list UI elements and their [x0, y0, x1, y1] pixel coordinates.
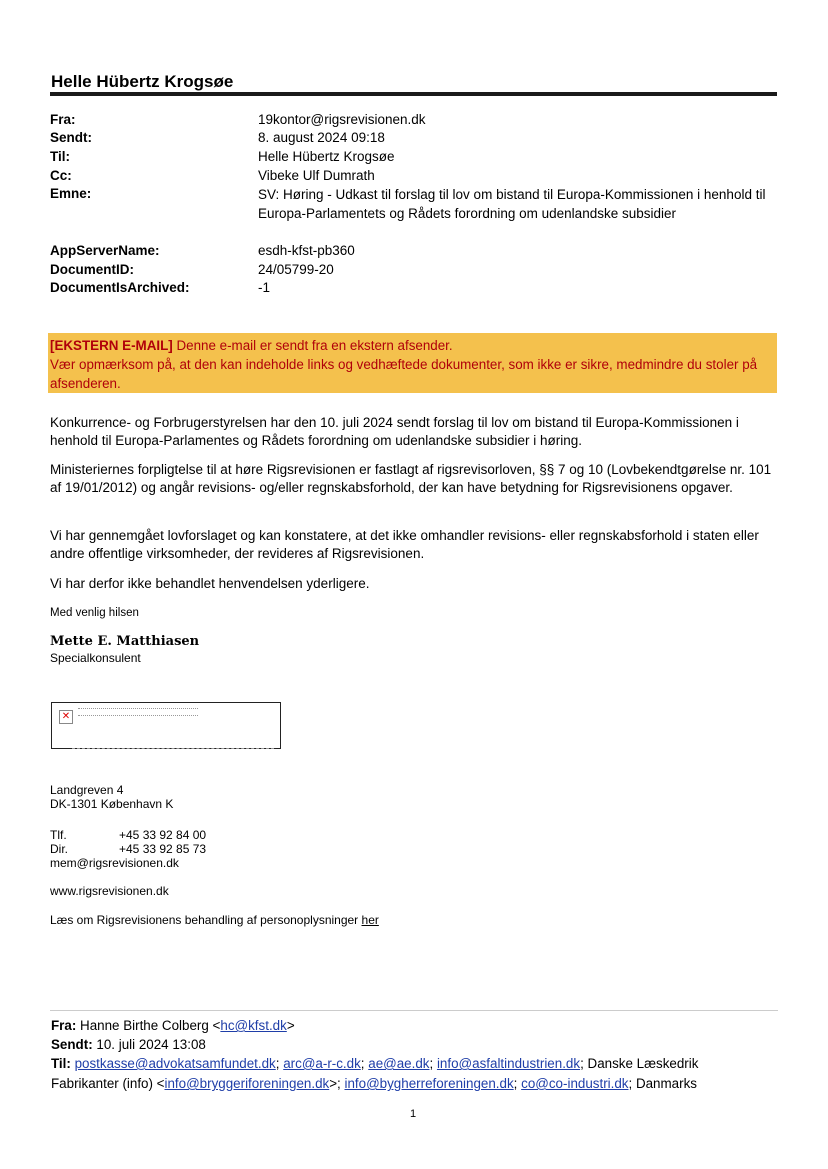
meta-value: 24/05799-20 [258, 262, 334, 277]
address-line-1: Landgreven 4 [50, 783, 124, 797]
field-value: SV: Høring - Udkast til forslag til lov om bistand til Europa-Kommissionen i henhold til Europa-Parlamentets og Rådets forordning om udenlandske subsidier [258, 187, 766, 221]
meta-label: DocumentID: [50, 262, 134, 277]
signature-name: Mette E. Matthiasen [50, 634, 200, 649]
meta-label: AppServerName: [50, 243, 160, 258]
external-email-warning [48, 333, 777, 393]
forwarded-from [51, 1016, 781, 1036]
field-label: Emne: [50, 186, 92, 201]
fwd-from-close: > [286, 1018, 295, 1033]
fwd-to-label: Til: [51, 1056, 71, 1071]
image-baseline [72, 748, 274, 749]
meta-value: esdh-kfst-pb360 [258, 243, 355, 258]
fwd-to-link[interactable]: info@bygherreforeningen.dk [344, 1076, 514, 1091]
fwd-to-link[interactable]: postkasse@advokatsamfundet.dk [74, 1056, 276, 1071]
website: www.rigsrevisionen.dk [50, 884, 169, 898]
field-label: Cc: [50, 168, 72, 183]
page-number: 1 [410, 1108, 417, 1120]
address-line-2: DK-1301 København K [50, 797, 174, 811]
fwd-to-link[interactable]: info@bryggeriforeningen.dk [164, 1076, 330, 1091]
sender-name: Helle Hübertz Krogsøe [51, 72, 234, 91]
privacy-notice [50, 914, 379, 928]
fwd-sent-value: 10. juli 2024 13:08 [96, 1037, 206, 1052]
warning-line2: Vær opmærksom på, at den kan indeholde links og vedhæftede dokumenter, som ikke er sikre, medmindre du stoler på afsenderen. [50, 357, 758, 391]
warning-tag: [EKSTERN E-MAIL] [50, 338, 173, 353]
fwd-to-link[interactable]: info@asfaltindustrien.dk [436, 1056, 581, 1071]
privacy-link[interactable]: her [361, 913, 379, 927]
fwd-from-name: Hanne Birthe Colberg < [80, 1018, 221, 1033]
dir-label: Dir. [50, 842, 68, 856]
field-value: Vibeke Ulf Dumrath [258, 168, 375, 183]
forward-separator [50, 1010, 778, 1011]
fwd-from-label: Fra: [51, 1018, 77, 1033]
image-placeholder-text [78, 708, 198, 716]
meta-label: DocumentIsArchived: [50, 280, 190, 295]
fwd-to-tail: ; Danmarks [628, 1076, 697, 1091]
greeting: Med venlig hilsen [50, 607, 139, 619]
fwd-to-link[interactable]: arc@a-r-c.dk [283, 1056, 361, 1071]
fwd-to-link[interactable]: co@co-industri.dk [521, 1076, 629, 1091]
body-paragraph-3: Vi har gennemgået lovforslaget og kan konstatere, at det ikke omhandler revisions- eller regnskabsforhold i staten eller andre offentlige virksomheder, der revideres af Rigsrevisionen. [50, 528, 759, 561]
signature-email: mem@rigsrevisionen.dk [50, 856, 179, 870]
dir-number: +45 33 92 85 73 [119, 842, 207, 856]
tel-number: +45 33 92 84 00 [119, 828, 207, 842]
fwd-from-email[interactable]: hc@kfst.dk [220, 1018, 287, 1033]
tel-label: Tlf. [50, 828, 67, 842]
body-paragraph-1: Konkurrence- og Forbrugerstyrelsen har den 10. juli 2024 sendt forslag til lov om bistand til Europa-Kommissionen i henhold til Europa-Parlamentes og Rådets forordning om udenlandske subsidier i høring. [50, 415, 739, 448]
fwd-sent-label: Sendt: [51, 1037, 93, 1052]
forwarded-sent [51, 1035, 781, 1055]
signature-title: Specialkonsulent [50, 651, 141, 665]
field-label: Sendt: [50, 130, 92, 145]
fwd-to-text: Fabrikanter (info) < [51, 1076, 165, 1091]
fwd-to-text: ; Danske Læskedrik [580, 1056, 699, 1071]
header-rule [50, 92, 777, 96]
forwarded-to: Til: postkasse@advokatsamfundet.dk; arc@a-r-c.dk; ae@ae.dk; info@asfaltindustrien.dk; Danske Læskedrik Fabrikanter (info) <info@bryggeriforeningen.dk>; info@bygherreforeningen.dk; co@co-industri.dk; Danmarks [51, 1056, 699, 1091]
broken-image-icon: ✕ [59, 710, 73, 724]
warning-line1: Denne e-mail er sendt fra en ekstern afsender. [172, 338, 453, 353]
privacy-text: Læs om Rigsrevisionens behandling af personoplysninger [50, 913, 362, 927]
field-value: 19kontor@rigsrevisionen.dk [258, 112, 426, 127]
field-label: Fra: [50, 112, 76, 127]
broken-logo-image [51, 702, 281, 749]
field-label: Til: [50, 149, 70, 164]
body-paragraph-4: Vi har derfor ikke behandlet henvendelsen yderligere. [50, 576, 370, 591]
meta-value: -1 [258, 280, 271, 295]
body-paragraph-2: Ministeriernes forpligtelse til at høre Rigsrevisionen er fastlagt af rigsrevisorloven, §§ 7 og 10 (Lovbekendtgørelse nr. 101 af 19/01/2012) og angår revisions- og/eller regnskabsforhold, der kan have betydning for Rigsrevisionens opgaver. [50, 462, 772, 495]
field-value: Helle Hübertz Krogsøe [258, 149, 395, 164]
fwd-to-link[interactable]: ae@ae.dk [368, 1056, 430, 1071]
field-value: 8. august 2024 09:18 [258, 130, 385, 145]
